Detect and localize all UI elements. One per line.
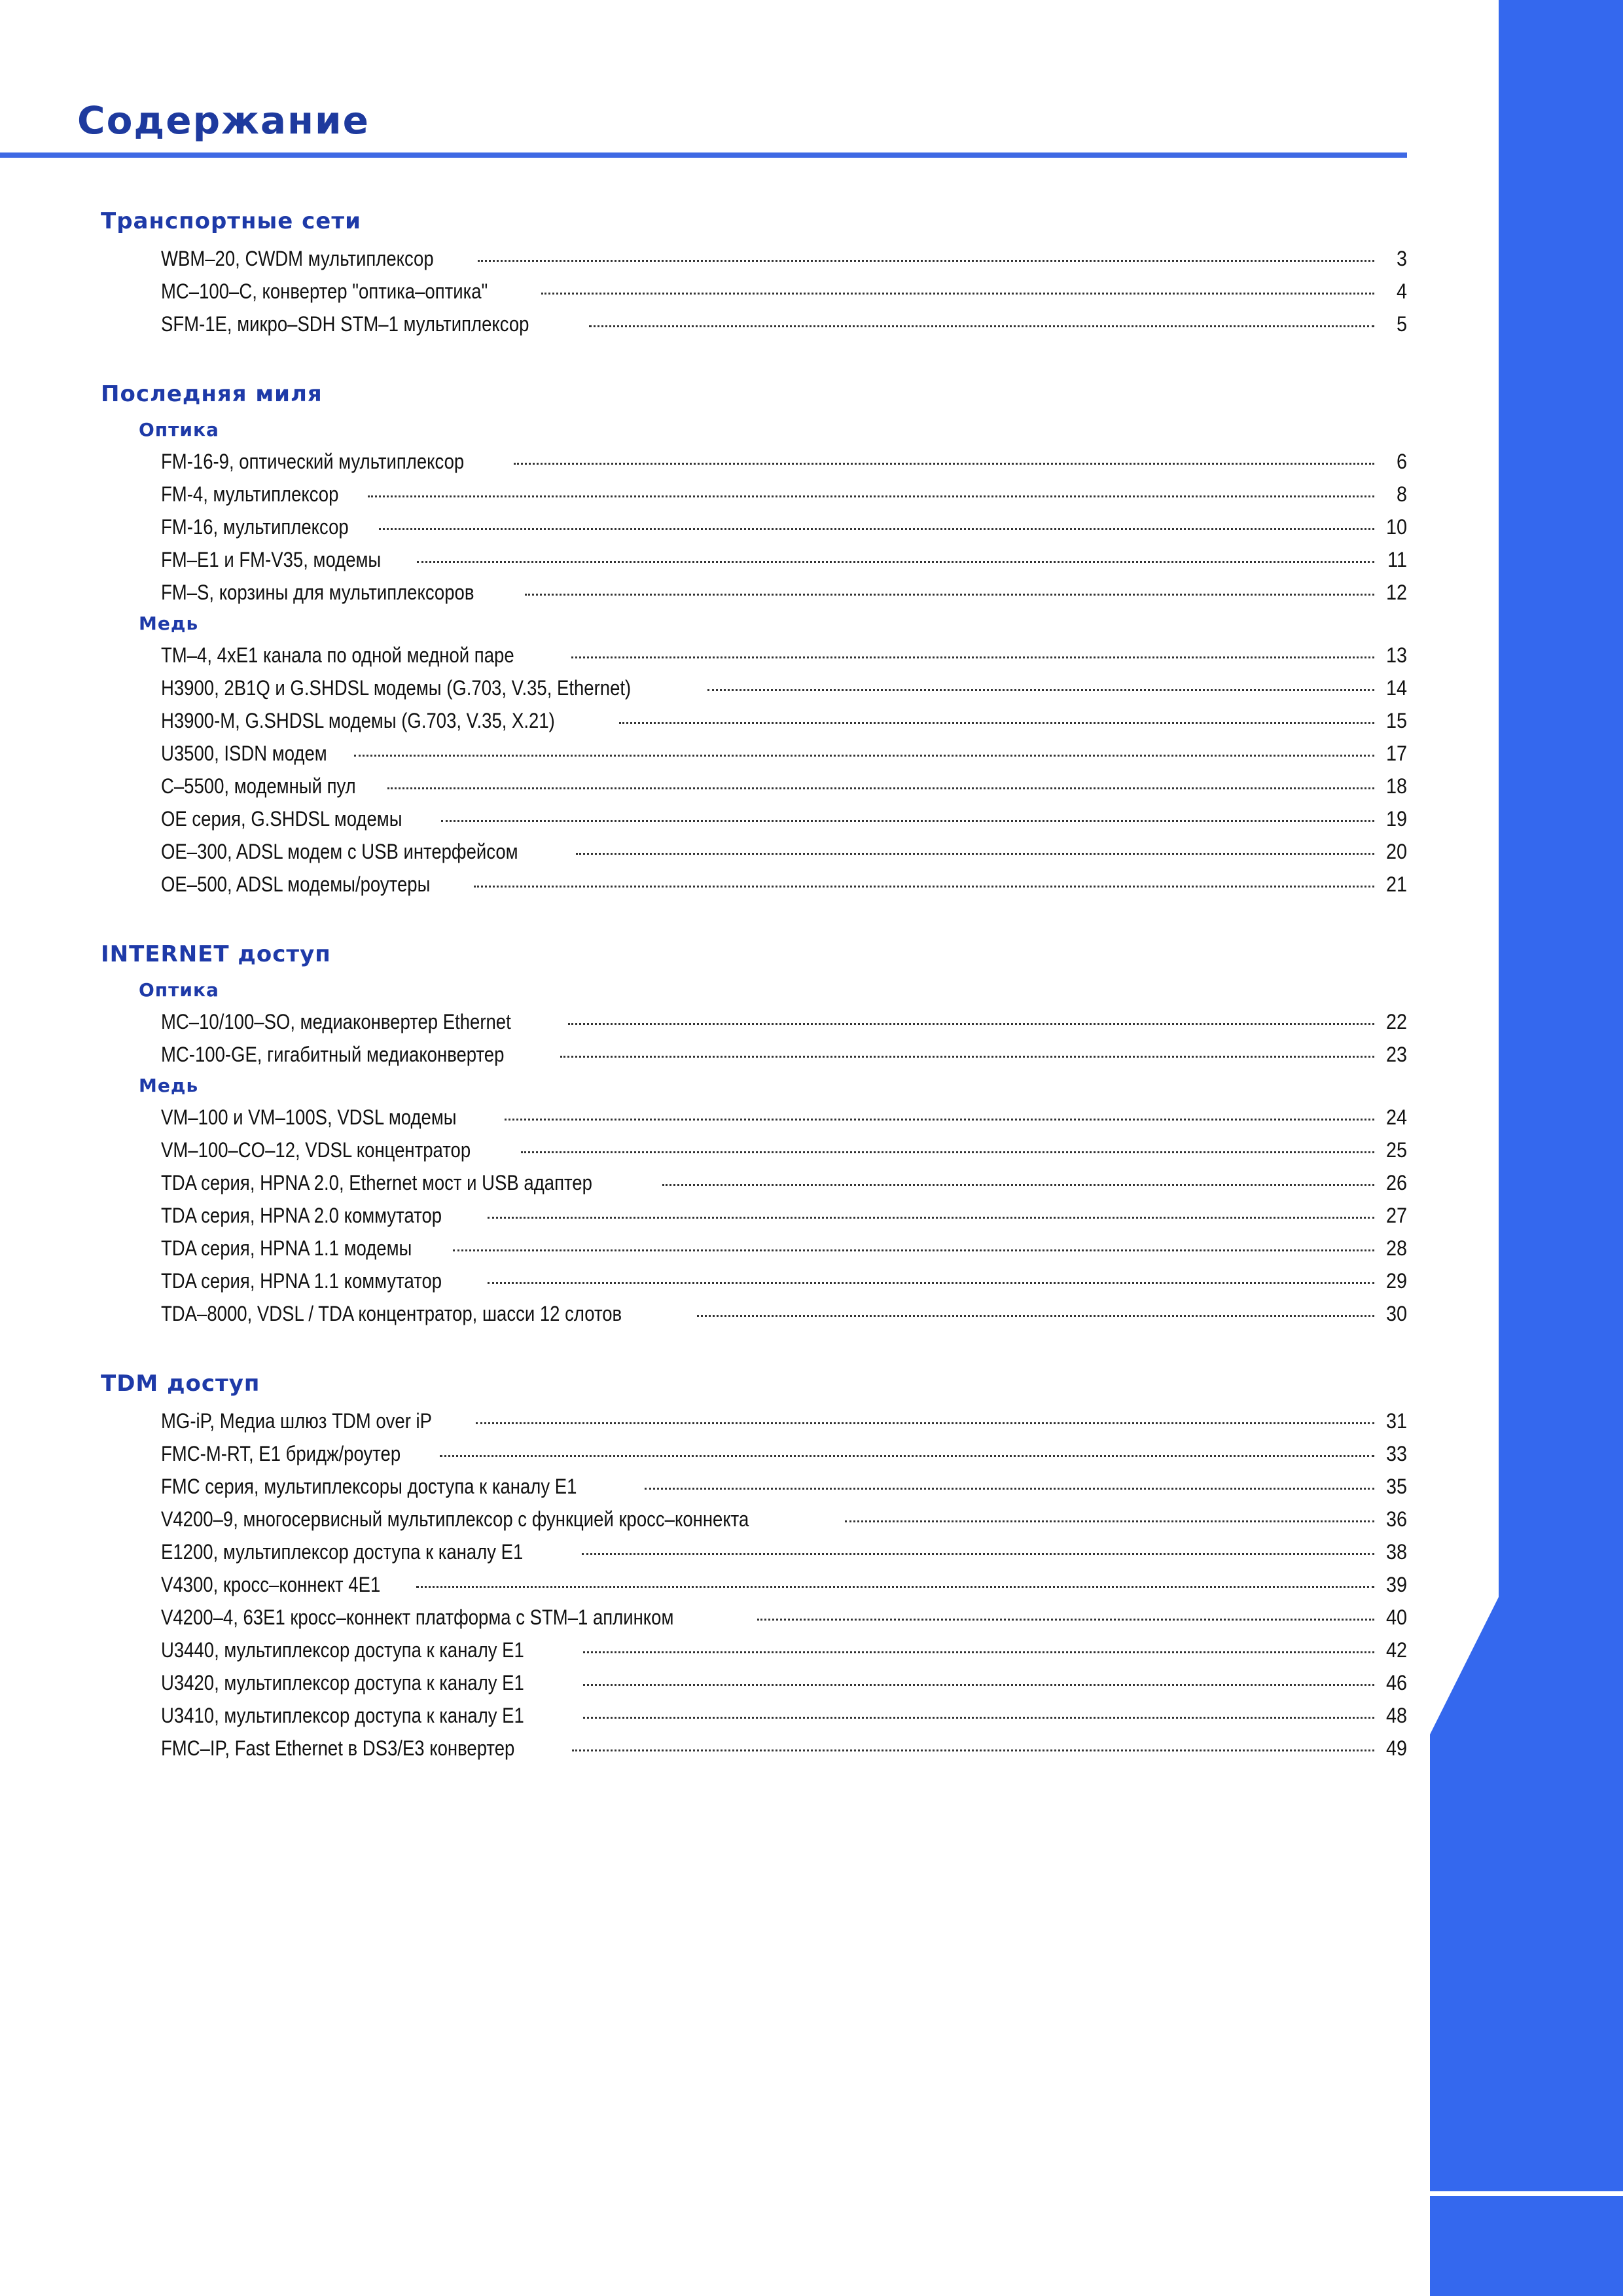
toc-entry[interactable] — [161, 835, 1407, 868]
toc-entry-page-number: 38 — [1385, 1540, 1407, 1564]
toc-entry[interactable] — [161, 1297, 1407, 1330]
toc-entry[interactable] — [161, 1568, 1407, 1601]
toc-entry[interactable] — [161, 1199, 1407, 1232]
toc-entry-label: FMC серия, мультиплексоры доступа к каналу E1 — [161, 1475, 577, 1498]
toc-entry-page-number: 4 — [1396, 279, 1407, 303]
toc-entry-label: FM-16-9, оптический мультиплексор — [161, 450, 465, 473]
toc-entry-label: TM–4, 4xE1 канала по одной медной паре — [161, 643, 514, 667]
toc-entry[interactable] — [161, 1134, 1407, 1166]
toc-entry[interactable] — [161, 1038, 1407, 1071]
dot-leader — [697, 1315, 1374, 1317]
dot-leader — [441, 820, 1374, 822]
dot-leader — [488, 1217, 1374, 1219]
dot-leader — [583, 1717, 1374, 1719]
toc-entry[interactable] — [161, 1437, 1407, 1470]
page-title: Содержание — [77, 98, 370, 143]
toc-entry-label: MG-iP, Медиа шлюз TDM over iP — [161, 1409, 432, 1433]
dot-leader — [583, 1651, 1374, 1653]
dot-leader — [707, 689, 1374, 691]
toc-entry-page-number: 30 — [1385, 1302, 1407, 1325]
dot-leader — [417, 561, 1374, 563]
toc-entry-page-number: 35 — [1385, 1475, 1407, 1498]
subsection-title: Оптика — [139, 419, 219, 440]
dot-leader — [845, 1520, 1374, 1522]
dot-leader — [576, 853, 1374, 855]
toc-entry-label: FMC-M-RT, E1 бридж/роутер — [161, 1442, 401, 1465]
toc-entry[interactable] — [161, 1732, 1407, 1765]
dot-leader — [541, 293, 1374, 295]
toc-section — [0, 1363, 1414, 1765]
dot-leader — [525, 594, 1374, 596]
toc-entry[interactable] — [161, 1101, 1407, 1134]
dot-leader — [589, 325, 1374, 327]
dot-leader — [568, 1023, 1374, 1025]
toc-entry-label: FM–E1 и FM-V35, модемы — [161, 548, 382, 571]
toc-entry[interactable] — [161, 1666, 1407, 1699]
toc-entry-page-number: 5 — [1396, 312, 1407, 336]
dot-leader — [368, 495, 1374, 497]
dot-leader — [488, 1282, 1374, 1284]
toc-entry-label: TDA серия, HPNA 1.1 модемы — [161, 1236, 412, 1260]
dot-leader — [521, 1151, 1374, 1153]
dot-leader — [453, 1249, 1374, 1251]
toc-section — [0, 200, 1414, 340]
toc-entry-label: H3900-M, G.SHDSL модемы (G.703, V.35, X.21) — [161, 709, 555, 732]
toc-section — [0, 933, 1414, 1330]
toc-entry-label: VM–100–CO–12, VDSL концентратор — [161, 1138, 471, 1162]
toc-entry-label: TDA–8000, VDSL / TDA концентратор, шасси 12 слотов — [161, 1302, 622, 1325]
toc-entry[interactable] — [161, 1601, 1407, 1634]
table-of-contents — [0, 200, 1414, 1797]
toc-entry-label: WBM–20, CWDM мультиплексор — [161, 247, 434, 270]
toc-entry[interactable] — [161, 1265, 1407, 1297]
toc-entry[interactable] — [161, 308, 1407, 340]
toc-entry[interactable] — [161, 478, 1407, 511]
toc-entry[interactable] — [161, 1405, 1407, 1437]
toc-entry-page-number: 21 — [1385, 872, 1407, 896]
toc-entry[interactable] — [161, 802, 1407, 835]
toc-entry[interactable] — [161, 242, 1407, 275]
subsection-title: Медь — [139, 613, 199, 634]
toc-entry[interactable] — [161, 737, 1407, 770]
toc-entry-label: C–5500, модемный пул — [161, 774, 356, 798]
toc-entry-page-number: 11 — [1387, 548, 1407, 571]
toc-section — [0, 373, 1414, 901]
toc-entry[interactable] — [161, 1699, 1407, 1732]
section-title: INTERNET доступ — [101, 941, 331, 967]
dot-leader — [572, 1749, 1374, 1751]
toc-entry-label: V4300, кросс–коннект 4E1 — [161, 1573, 381, 1596]
toc-entry-page-number: 17 — [1385, 742, 1407, 765]
toc-entry-page-number: 13 — [1385, 643, 1407, 667]
dot-leader — [440, 1455, 1374, 1457]
section-title: Последняя миля — [101, 381, 323, 407]
toc-entry-label: MC-100-GE, гигабитный медиаконвертер — [161, 1043, 505, 1066]
toc-entry-page-number: 31 — [1385, 1409, 1407, 1433]
dot-leader — [514, 463, 1374, 465]
toc-entry[interactable] — [161, 639, 1407, 672]
toc-entry-label: OE серия, G.SHDSL модемы — [161, 807, 402, 831]
toc-entry-page-number: 24 — [1385, 1105, 1407, 1129]
toc-entry-page-number: 49 — [1385, 1736, 1407, 1760]
toc-entry[interactable] — [161, 1503, 1407, 1535]
dot-leader — [478, 260, 1374, 262]
toc-entry[interactable] — [161, 445, 1407, 478]
toc-entry-label: OE–500, ADSL модемы/роутеры — [161, 872, 431, 896]
dot-leader — [582, 1553, 1374, 1555]
toc-entry-page-number: 19 — [1385, 807, 1407, 831]
toc-entry-page-number: 18 — [1385, 774, 1407, 798]
dot-leader — [505, 1119, 1374, 1121]
dot-leader — [416, 1586, 1374, 1588]
toc-entry-page-number: 29 — [1385, 1269, 1407, 1293]
toc-entry-label: H3900, 2B1Q и G.SHDSL модемы (G.703, V.35, Ethernet) — [161, 676, 632, 700]
toc-entry-label: SFM-1E, микро–SDH STM–1 мультиплексор — [161, 312, 529, 336]
toc-entry-page-number: 12 — [1385, 581, 1407, 604]
toc-entry-page-number: 10 — [1385, 515, 1407, 539]
dot-leader — [379, 528, 1374, 530]
toc-entry-label: V4200–9, многосервисный мультиплексор с функцией кросс–коннекта — [161, 1507, 749, 1531]
dot-leader — [583, 1684, 1374, 1686]
toc-entry-page-number: 46 — [1385, 1671, 1407, 1695]
toc-entry[interactable] — [161, 1470, 1407, 1503]
toc-entry[interactable] — [161, 511, 1407, 543]
toc-entry[interactable] — [161, 1535, 1407, 1568]
dot-leader — [476, 1422, 1374, 1424]
dot-leader — [354, 755, 1374, 757]
toc-entry-label: FMC–IP, Fast Ethernet в DS3/E3 конвертер — [161, 1736, 515, 1760]
section-title: TDM доступ — [101, 1371, 260, 1397]
toc-entry-page-number: 3 — [1396, 247, 1407, 270]
toc-entry-page-number: 40 — [1385, 1605, 1407, 1629]
toc-entry-label: FM-4, мультиплексор — [161, 482, 339, 506]
toc-entry-label: TDA серия, HPNA 1.1 коммутатор — [161, 1269, 442, 1293]
toc-entry[interactable] — [161, 1166, 1407, 1199]
toc-entry-label: OE–300, ADSL модем с USB интерфейсом — [161, 840, 518, 863]
toc-entry-label: MC–10/100–SO, медиаконвертер Ethernet — [161, 1010, 511, 1033]
toc-entry-page-number: 48 — [1385, 1704, 1407, 1727]
toc-entry-page-number: 23 — [1385, 1043, 1407, 1066]
toc-entry[interactable] — [161, 1634, 1407, 1666]
toc-entry-page-number: 28 — [1385, 1236, 1407, 1260]
dot-leader — [387, 787, 1374, 789]
toc-entry-label: E1200, мультиплексор доступа к каналу E1 — [161, 1540, 524, 1564]
toc-entry-label: U3410, мультиплексор доступа к каналу E1 — [161, 1704, 524, 1727]
toc-entry-label: TDA серия, HPNA 2.0, Ethernet мост и USB адаптер — [161, 1171, 592, 1194]
dot-leader — [645, 1488, 1374, 1490]
toc-entry-page-number: 6 — [1396, 450, 1407, 473]
dot-leader — [757, 1619, 1374, 1621]
dot-leader — [560, 1056, 1374, 1058]
toc-entry-page-number: 15 — [1385, 709, 1407, 732]
toc-entry[interactable] — [161, 868, 1407, 901]
toc-entry[interactable] — [161, 576, 1407, 609]
toc-entry-page-number: 22 — [1385, 1010, 1407, 1033]
toc-entry-label: TDA серия, HPNA 2.0 коммутатор — [161, 1204, 442, 1227]
toc-entry-page-number: 8 — [1396, 482, 1407, 506]
toc-entry-page-number: 25 — [1385, 1138, 1407, 1162]
toc-entry-page-number: 27 — [1385, 1204, 1407, 1227]
toc-entry-label: FM-16, мультиплексор — [161, 515, 349, 539]
toc-entry-label: MC–100–C, конвертер "оптика–оптика" — [161, 279, 488, 303]
toc-entry-label: U3440, мультиплексор доступа к каналу E1 — [161, 1638, 524, 1662]
dot-leader — [619, 722, 1374, 724]
toc-entry-label: VM–100 и VM–100S, VDSL модемы — [161, 1105, 457, 1129]
toc-entry-page-number: 33 — [1385, 1442, 1407, 1465]
subsection-title: Оптика — [139, 979, 219, 1001]
toc-entry-page-number: 39 — [1385, 1573, 1407, 1596]
toc-entry-page-number: 42 — [1385, 1638, 1407, 1662]
toc-entry-label: FM–S, корзины для мультиплексоров — [161, 581, 474, 604]
dot-leader — [571, 656, 1374, 658]
toc-entry-page-number: 20 — [1385, 840, 1407, 863]
toc-entry[interactable] — [161, 543, 1407, 576]
toc-entry-label: U3420, мультиплексор доступа к каналу E1 — [161, 1671, 524, 1695]
section-title: Транспортные сети — [101, 208, 361, 234]
toc-entry-label: V4200–4, 63E1 кросс–коннект платформа с STM–1 аплинком — [161, 1605, 674, 1629]
toc-entry-label: U3500, ISDN модем — [161, 742, 327, 765]
toc-entry[interactable] — [161, 1005, 1407, 1038]
toc-entry[interactable] — [161, 275, 1407, 308]
toc-entry[interactable] — [161, 1232, 1407, 1265]
dot-leader — [662, 1184, 1374, 1186]
toc-entry-page-number: 26 — [1385, 1171, 1407, 1194]
toc-entry[interactable] — [161, 672, 1407, 704]
dot-leader — [474, 886, 1374, 888]
subsection-title: Медь — [139, 1075, 199, 1096]
toc-entry[interactable] — [161, 770, 1407, 802]
toc-entry-page-number: 14 — [1385, 676, 1407, 700]
title-divider — [0, 152, 1407, 158]
toc-entry-page-number: 36 — [1385, 1507, 1407, 1531]
toc-entry[interactable] — [161, 704, 1407, 737]
